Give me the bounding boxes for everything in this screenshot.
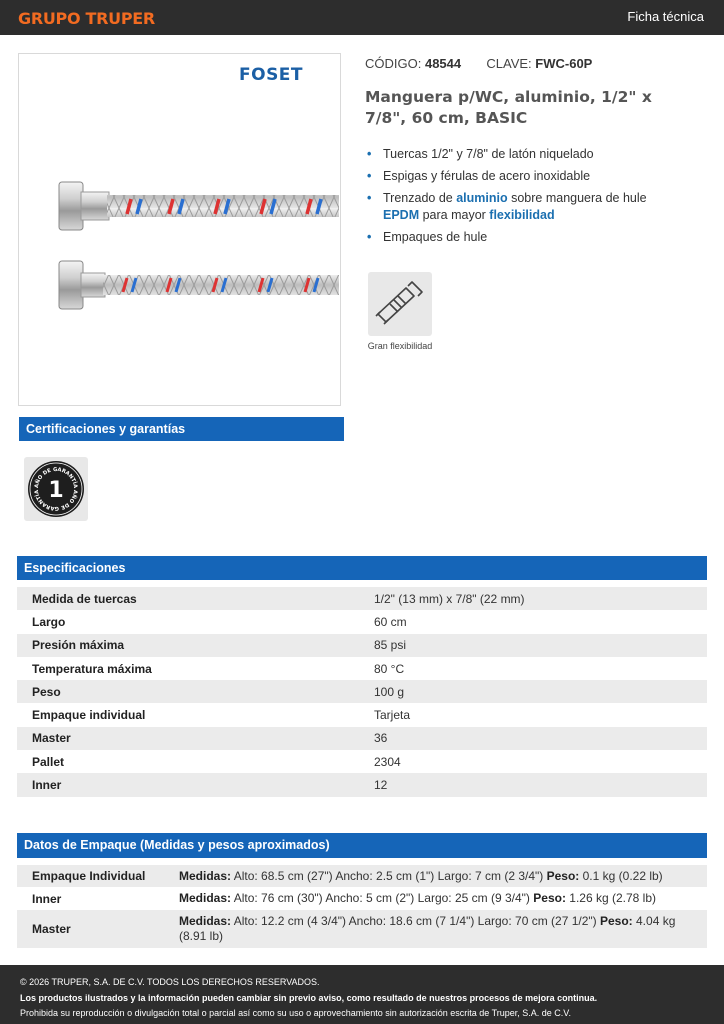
spec-value: 36 [374,727,707,750]
prohibition-text: Prohibida su reproducción o divulgación total o parcial así como su uso o aprovechamiento sin autorización escrita de Truper, S.A. de C.V. [20,1008,571,1018]
packing-value: Medidas: Alto: 76 cm (30") Ancho: 5 cm (2") Largo: 25 cm (9 3/4") Peso: 1.26 kg (2.78 lb) [179,891,657,905]
specs-table [17,587,707,797]
table-row [17,887,707,910]
spec-value: 100 g [374,680,707,703]
top-bar [0,0,724,35]
spec-key: Temperatura máxima [32,661,152,676]
specs-header: Especificaciones [17,556,707,580]
packing-key: Inner [32,891,62,906]
disclaimer-text: Los productos ilustrados y la información pueden cambiar sin previo aviso, como resultado de nuestros procesos de mejora continua. [20,992,598,1003]
product-image [18,53,341,406]
flexibility-label: Gran flexibilidad [367,341,433,351]
flexibility-icon [368,272,432,336]
feature-item: • Tuercas 1/2" y 7/8" de latón niquelado [367,146,657,163]
table-row [17,680,707,703]
spec-value: 1/2" (13 mm) x 7/8" (22 mm) [374,587,707,610]
spec-value: 85 psi [374,634,707,657]
table-row [17,750,707,773]
packing-header: Datos de Empaque (Medidas y pesos aproximados) [17,833,707,858]
feature-list [367,146,657,251]
spec-key: Inner [17,773,374,796]
code-value: 48544 [424,56,462,71]
packing-value: Medidas: Alto: 68.5 cm (27") Ancho: 2.5 cm (1") Largo: 7 cm (2 3/4") Peso: 0.1 kg (0.22 lb) [179,865,707,887]
table-row [17,865,707,887]
hose-lower [59,261,339,309]
spec-key: Largo [32,614,66,629]
doc-type-label: Ficha técnica [627,9,704,24]
packing-value: Medidas: Alto: 12.2 cm (4 3/4") Ancho: 18.6 cm (7 1/4") Largo: 70 cm (27 1/2") Peso: 4.04 kg (8.91 lb) [179,910,707,948]
spec-value: 12 [374,773,707,796]
spec-key: Presión máxima [17,634,374,657]
product-codes [365,56,592,71]
packing-key: Empaque Individual [17,865,179,887]
hose-upper [59,182,339,230]
spec-key: Master [17,727,374,750]
feature-item: • Espigas y férulas de acero inoxidable [367,168,657,185]
table-row [17,587,707,610]
table-row [17,634,707,657]
packing-table [17,865,707,948]
hose-illustration [19,54,341,406]
code-label: CÓDIGO: [365,56,422,71]
table-row [17,910,707,948]
spec-value: Tarjeta [374,708,411,723]
spec-key: Empaque individual [32,708,146,723]
packing-key: Master [17,910,179,948]
spec-value: 2304 [374,754,401,769]
feature-item: • Empaques de hule [367,229,657,246]
badge-text-top: AÑO DE GARANTÍA [33,466,79,489]
table-row [17,657,707,680]
table-row [17,773,707,796]
warranty-badge [24,457,88,521]
spec-value: 60 cm [374,614,407,629]
footer [0,965,724,1024]
brand-logo: FOSET [239,65,304,85]
copyright-text: © 2026 TRUPER, S.A. DE C.V. TODOS LOS DERECHOS RESERVADOS. [20,977,320,987]
table-row [17,703,707,726]
truper-logo: GRUPO TRUPER [18,9,155,28]
table-row [17,727,707,750]
badge-number: 1 [48,478,64,503]
spec-value: 80 °C [374,661,405,676]
feature-item: • Trenzado de aluminio sobre manguera de hule EPDM para mayor flexibilidad [367,190,657,224]
certifications-header: Certificaciones y garantías [19,417,344,441]
spec-key: Peso [17,680,374,703]
clave-label: CLAVE: [486,56,532,71]
product-title: Manguera p/WC, aluminio, 1/2" x 7/8", 60 cm, BASIC [365,88,652,127]
spec-key: Pallet [32,754,65,769]
table-row [17,610,707,633]
clave-value: FWC-60P [535,56,593,71]
badge-text-bottom: AÑO DE GARANTÍA [33,489,79,512]
spec-key: Medida de tuercas [17,587,374,610]
